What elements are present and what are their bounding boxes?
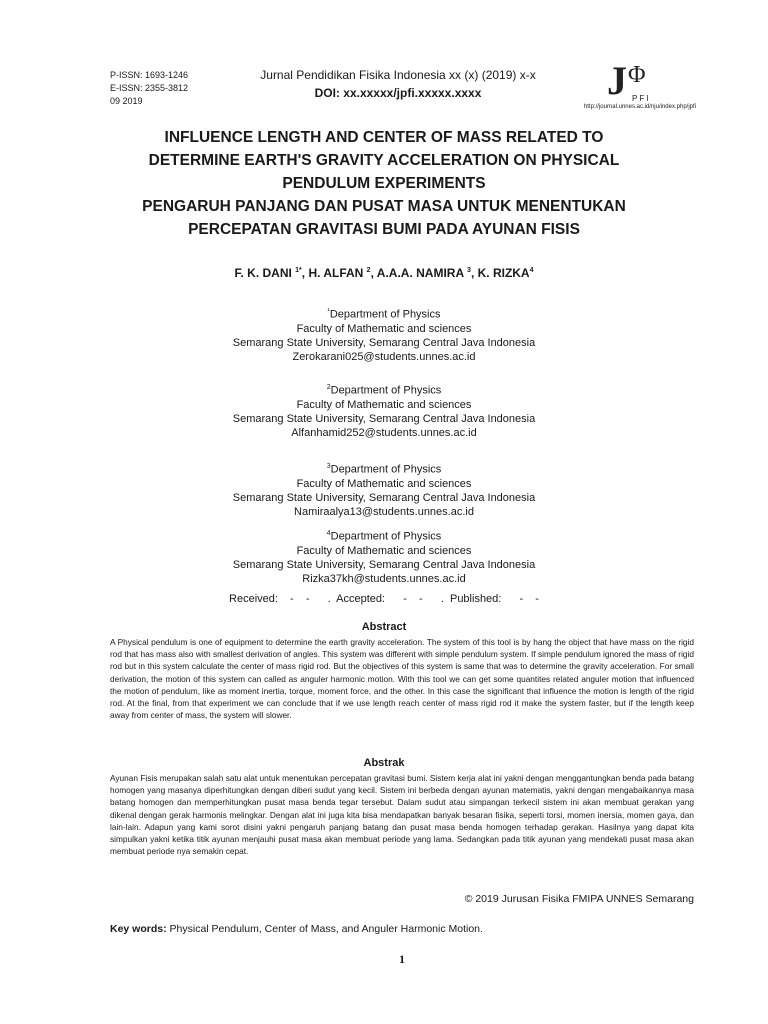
affiliation-marker: 2	[326, 384, 331, 391]
doi: DOI: xx.xxxxx/jpfi.xxxxx.xxxx	[314, 86, 482, 100]
paper-titles	[100, 126, 668, 241]
affiliation-marker: 3	[326, 463, 331, 470]
abstract-heading: Abstract	[361, 621, 407, 633]
p-issn: P-ISSN: 1693-1246	[110, 70, 189, 80]
issn-block	[110, 69, 188, 108]
affiliation-dept: Department of Physics	[330, 530, 442, 543]
title-id-line-1: PENGARUH PANJANG DAN PUSAT MASA UNTUK MENENTUKAN	[142, 198, 626, 215]
affiliation-faculty: Faculty of Mathematic and sciences	[296, 477, 472, 490]
issue-date: 09 2019	[110, 96, 143, 106]
affiliation-1	[100, 305, 668, 364]
title-en-line-3: PENDULUM EXPERIMENTS	[282, 175, 486, 192]
logo-j: J	[607, 58, 627, 103]
author-4-marker: 4	[529, 267, 534, 274]
e-issn: E-ISSN: 2355-3812	[110, 83, 189, 93]
author-3: , A.A.A. NAMIRA	[370, 266, 468, 280]
author-4: , K. RIZKA	[470, 266, 530, 280]
affiliation-faculty: Faculty of Mathematic and sciences	[296, 544, 472, 557]
abstrak-heading: Abstrak	[363, 757, 405, 769]
affiliation-email[interactable]: Rizka37kh@students.unnes.ac.id	[302, 572, 466, 585]
jpfi-logo-icon	[606, 58, 656, 106]
page-number: 1	[399, 952, 405, 966]
affiliation-university: Semarang State University, Semarang Central Java Indonesia	[232, 558, 536, 571]
author-1-marker: 1*	[295, 267, 302, 274]
affiliation-faculty: Faculty of Mathematic and sciences	[296, 398, 472, 411]
title-en-line-1: INFLUENCE LENGTH AND CENTER OF MASS RELATED TO	[164, 129, 604, 146]
affiliation-email[interactable]: Alfanhamid252@students.unnes.ac.id	[291, 426, 477, 439]
abstract-text: A Physical pendulum is one of equipment to determine the earth gravity acceleration. The system of this tool is by hang the object that have mass on the rigid rod that has mass also with smallest derivation of angles. This system was different with simple pendulum system. If simple pendulum ignored the mass of rigid rod but in this system calculate the center of mass rigid rod. But the objectives of this system is same that was to determine the gravity acceleration. For small derivation, the motion of this system can called as anguler harmonic motion. With this tool we can get some quantites related anguler motion that influenced the motion of pendulum, like as moment inertia, torque, moment force, and the other. In this case the significant that influence the motion is length of the rigid rod. At the final, from that experiment we can conclude that if we use length reach center of mass rigid rod it make the system faster, but if the length keep away from center of mass, the system will slower.	[110, 637, 694, 721]
affiliation-2	[100, 381, 668, 440]
affiliation-4	[100, 527, 668, 586]
affiliation-email[interactable]: Zerokarani025@students.unnes.ac.id	[292, 350, 476, 363]
author-3-marker: 3	[467, 267, 471, 274]
logo-phi: Φ	[628, 62, 646, 88]
abstrak-text: Ayunan Fisis merupakan salah satu alat untuk menentukan percepatan gravitasi bumi. Sistem kerja alat ini yakni dengan menggantungkan benda pada batang homogen yang masanya diperhitungkan dengan diberi sudut yang kecil. Sistem ini berbeda dengan ayunan matematis, yakni dengan mengabaikannya masa batang homogen dan memperhitungkan pusat masa benda tegar tersebut. Dalam sudut atau simpangan terkecil sistem ini akan membuat gerakan yang dikenal dengan gerak harmonis melingkar. Dengan alat ini juga kita bisa mendapatkan banyak besaran fisika, seperti torsi, momen inersia, momen gaya, dan lain-lain. Adapun yang kami sorot disini yakni pengaruh panjang batang dan pusat masa benda homogen terhadap gerakan. Hasilnya yang dapat kita simpulkan yakni ketika titik ayunan menjauhi pusat masa akan membuat periode yang lama. Sedangkan pada titik ayunan yang mendekati pusat masa akan membuat periode nya semakin cepat.	[110, 773, 694, 857]
copyright-notice: © 2019 Jurusan Fisika FMIPA UNNES Semarang	[464, 893, 694, 905]
affiliation-marker: ¹	[327, 308, 330, 315]
affiliation-university: Semarang State University, Semarang Central Java Indonesia	[232, 412, 536, 425]
author-list	[100, 266, 668, 280]
affiliation-dept: Department of Physics	[330, 384, 442, 397]
affiliation-3	[100, 460, 668, 519]
keywords	[110, 923, 694, 935]
journal-name: Jurnal Pendidikan Fisika Indonesia xx (x) (2019) x-x	[260, 68, 536, 82]
journal-logo	[606, 58, 656, 106]
affiliation-marker: 4	[326, 530, 331, 537]
affiliation-email[interactable]: Namiraalya13@students.unnes.ac.id	[294, 505, 474, 518]
affiliation-faculty: Faculty of Mathematic and sciences	[296, 322, 472, 335]
keywords-text: Physical Pendulum, Center of Mass, and Anguler Harmonic Motion.	[166, 923, 483, 935]
affiliation-dept: Department of Physics	[329, 308, 441, 321]
author-1: F. K. DANI	[234, 266, 296, 280]
title-en-line-2: DETERMINE EARTH'S GRAVITY ACCELERATION ON PHYSICAL	[148, 152, 620, 169]
affiliation-university: Semarang State University, Semarang Central Java Indonesia	[232, 491, 536, 504]
journal-url[interactable]: http://journal.unnes.ac.id/nju/index.php/jpfi	[583, 104, 696, 110]
author-2: , H. ALFAN	[301, 266, 367, 280]
keywords-label: Key words:	[110, 923, 167, 935]
title-id-line-2: PERCEPATAN GRAVITASI BUMI PADA AYUNAN FISIS	[188, 221, 580, 238]
author-2-marker: 2	[366, 267, 371, 274]
submission-dates: Received: - - . Accepted: - - . Published: - -	[229, 593, 539, 605]
affiliation-dept: Department of Physics	[330, 463, 442, 476]
logo-pfi: PFI	[632, 94, 651, 103]
affiliation-university: Semarang State University, Semarang Central Java Indonesia	[232, 336, 536, 349]
